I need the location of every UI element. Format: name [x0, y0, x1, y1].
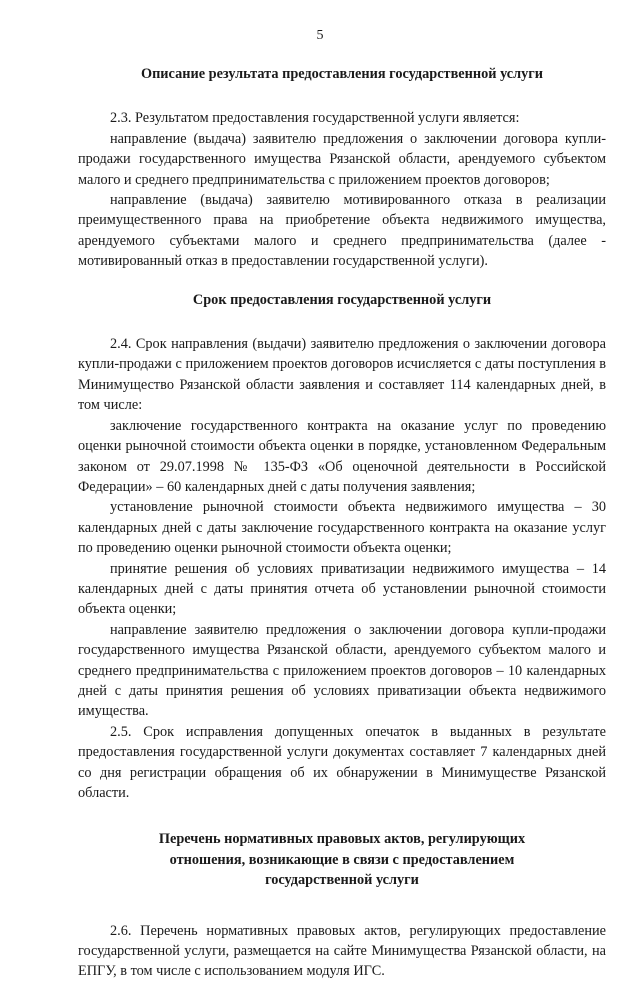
paragraph: 2.4. Срок направления (выдачи) заявителю предложения о заключении договора купли-продажи с приложением проектов договоров исчисляется с даты поступления в Минимущество Рязанской области заявления и составляет 114 календарных дней, в том числе: — [78, 336, 606, 414]
paragraph: направление (выдача) заявителю предложения о заключении договора купли-продажи государственного имущества Рязанской области, арендуемого субъектом малого и среднего предпринимательства с приложением проектов договоров; — [78, 130, 606, 188]
heading-line: государственной услуги — [265, 872, 419, 889]
section-spacer — [78, 803, 606, 829]
document-body — [78, 64, 606, 982]
paragraph: направление заявителю предложения о заключении договора купли-продажи государственного имущества Рязанской области, арендуемого субъектом малого и среднего предпринимательства с приложением проектов договоров – 10 календарных дней с даты принятия решения об условиях приватизации объекта недвижимого имущества. — [78, 621, 606, 720]
paragraph: 2.5. Срок исправления допущенных опечаток в выданных в результате предоставления государственной услуги документах составляет 7 календарных дней со дня регистрации обращения об их обнаружении в Минимуществе Рязанской области. — [78, 723, 606, 801]
section-heading-legal-acts — [78, 829, 606, 890]
paragraph: 2.3. Результатом предоставления государственной услуги является: — [110, 110, 520, 127]
paragraph: направление (выдача) заявителю мотивированного отказа в реализации преимущественного права на приобретение объекта недвижимого имущества, арендуемого субъектами малого и среднего предпринимательства (далее - мотивированный отказ в предоставлении государственной услуги). — [78, 192, 606, 270]
paragraph: принятие решения об условиях приватизации недвижимого имущества – 14 календарных дней с даты принятия отчета об установлении рыночной стоимости объекта оценки; — [78, 560, 606, 618]
heading-line: отношения, возникающие в связи с предоставлением — [169, 851, 515, 868]
section-heading-term: Срок предоставления государственной услуги — [192, 291, 492, 308]
section-heading-result: Описание результата предоставления государственной услуги — [140, 66, 544, 82]
paragraph: 2.6. Перечень нормативных правовых актов, регулирующих предоставление государственной услуги, размещается на сайте Минимущества Рязанской области, на ЕПГУ, в том числе с использованием модуля ИГС. — [78, 922, 606, 980]
paragraph: установление рыночной стоимости объекта недвижимого имущества – 30 календарных дней с даты заключение государственного контракта на оказание услуг по проведению оценки рыночной стоимости объекта оценки; — [78, 499, 606, 557]
page-number: 5 — [316, 28, 324, 43]
section-spacer — [78, 272, 606, 290]
heading-line: Перечень нормативных правовых актов, регулирующих — [158, 831, 526, 848]
paragraph: заключение государственного контракта на оказание услуг по проведению оценки рыночной стоимости объекта оценки в порядке, установленном Федеральным законом от 29.07.1998 № 135-ФЗ «Об оценочной деятельности в Российской Федерации» – 60 календарных дней с даты получения заявления; — [78, 417, 606, 495]
